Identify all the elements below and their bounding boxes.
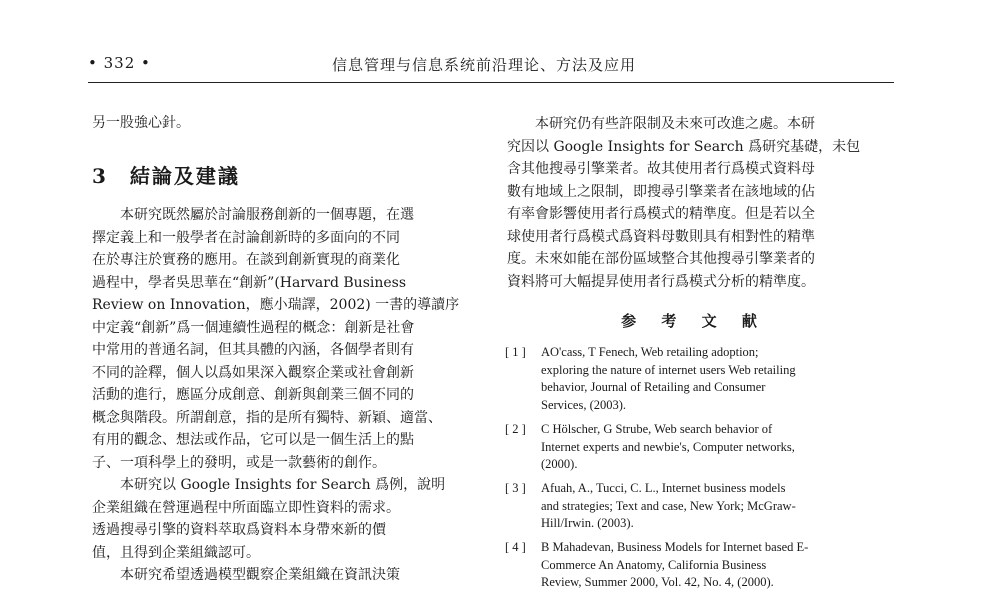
text-line: 值，且得到企業組織認可。 xyxy=(92,544,260,561)
reference-line: exploring the nature of internet users Web retailing xyxy=(541,362,796,377)
text-line: 本研究仍有些許限制及未來可改進之處。本研 xyxy=(535,116,815,132)
text-line: 資料將可大幅提昇使用者行爲模式分析的精準度。 xyxy=(507,273,815,290)
text-line: 中常用的普通名詞，但其具體的內涵，各個學者則有 xyxy=(92,342,414,358)
text-line: 活動的進行，應區分成創意、創新與創業三個不同的 xyxy=(92,387,414,403)
text-line: Review on Innovation，應小瑞譯，2002) 一書的導讀序 xyxy=(92,297,460,313)
paragraph-limitations xyxy=(507,113,881,293)
paragraph-3 xyxy=(92,564,468,587)
references-title: 参 考 文 献 xyxy=(621,312,767,330)
paragraph-1 xyxy=(92,204,468,474)
reference-line: Afuah, A., Tucci, C. L., Internet business models xyxy=(541,481,786,495)
reference-line: (2000). xyxy=(541,457,578,471)
header-rule xyxy=(88,82,894,83)
reference-line: Review, Summer 2000, Vol. 42, No. 4, (2000). xyxy=(541,575,774,589)
reference-tag: [ 1 ] xyxy=(505,345,526,359)
text-line: 另一股強心針。 xyxy=(92,115,190,131)
text-line: 概念與階段。所謂創意，指的是所有獨特、新穎、適當、 xyxy=(92,409,442,426)
reference-line: Commerce An Anatomy, California Business xyxy=(541,557,767,572)
text-line: 中定義“創新”爲一個連續性過程的概念：創新是社會 xyxy=(92,319,415,336)
reference-line: Internet experts and newbie's, Computer networks, xyxy=(541,439,795,454)
text-line: 有用的觀念、想法或作品，它可以是一個生活上的點 xyxy=(92,432,414,448)
reference-line: C Hölscher, G Strube, Web search behavior of xyxy=(541,422,773,436)
reference-line: B Mahadevan, Business Models for Internet based E- xyxy=(541,540,809,554)
text-line: 本研究既然屬於討論服務創新的一個專題，在選 xyxy=(120,207,414,223)
reference-line: behavior, Journal of Retailing and Consumer xyxy=(541,380,766,394)
text-line: 度。未來如能在部份區域整合其他搜尋引擎業者的 xyxy=(507,251,815,267)
text-line: 不同的詮釋，個人以爲如果深入觀察企業或社會創新 xyxy=(92,364,414,381)
opening-line xyxy=(92,112,468,135)
text-line: 含其他搜尋引擎業者。故其使用者行爲模式資料母 xyxy=(507,161,815,177)
reference-tag: [ 2 ] xyxy=(505,422,526,436)
running-title: 信息管理与信息系统前沿理论、方法及应用 xyxy=(332,56,637,74)
text-line: 企業組織在營運過程中所面臨立即性資料的需求。 xyxy=(92,499,400,516)
text-line: 究因以 Google Insights for Search 爲研究基礎，未包 xyxy=(507,138,861,155)
reference-line: and strategies; Text and case, New York; McGraw- xyxy=(541,498,796,513)
text-line: 有率會影響使用者行爲模式的精準度。但是若以全 xyxy=(507,206,815,222)
text-line: 本研究希望透過模型觀察企業組織在資訊決策 xyxy=(120,567,400,583)
reference-tag: [ 3 ] xyxy=(505,481,526,495)
text-line: 透過搜尋引擎的資料萃取爲資料本身帶來新的價 xyxy=(92,522,386,538)
reference-tag: [ 4 ] xyxy=(505,540,526,554)
text-line: 擇定義上和一般學者在討論創新時的多面向的不同 xyxy=(92,229,400,246)
page-header xyxy=(88,54,894,82)
text-line: 球使用者行爲模式爲資料母數則具有相對性的精準 xyxy=(507,228,815,245)
reference-line: Services, (2003). xyxy=(541,397,627,412)
text-line: 子、一項科學上的發明，或是一款藝術的創作。 xyxy=(92,454,386,471)
text-line: 本研究以 Google Insights for Search 爲例，說明 xyxy=(120,477,446,493)
reference-line: Hill/Irwin. (2003). xyxy=(541,516,634,530)
text-line: 在於專注於實務的應用。在談到創新實現的商業化 xyxy=(92,252,400,268)
section-title: 結論及建議 xyxy=(129,164,240,188)
section-heading xyxy=(92,160,240,189)
text-line: 過程中，學者吳思華在“創新”(Harvard Business xyxy=(92,274,407,291)
reference-line: AO'cass, T Fenech, Web retailing adoption; xyxy=(541,345,759,359)
text-line: 數有地域上之限制，即搜尋引擎業者在該地域的佔 xyxy=(507,183,815,200)
section-number: 3 xyxy=(92,164,108,188)
page-number: • 332 • xyxy=(88,54,151,72)
paragraph-2 xyxy=(92,474,468,564)
